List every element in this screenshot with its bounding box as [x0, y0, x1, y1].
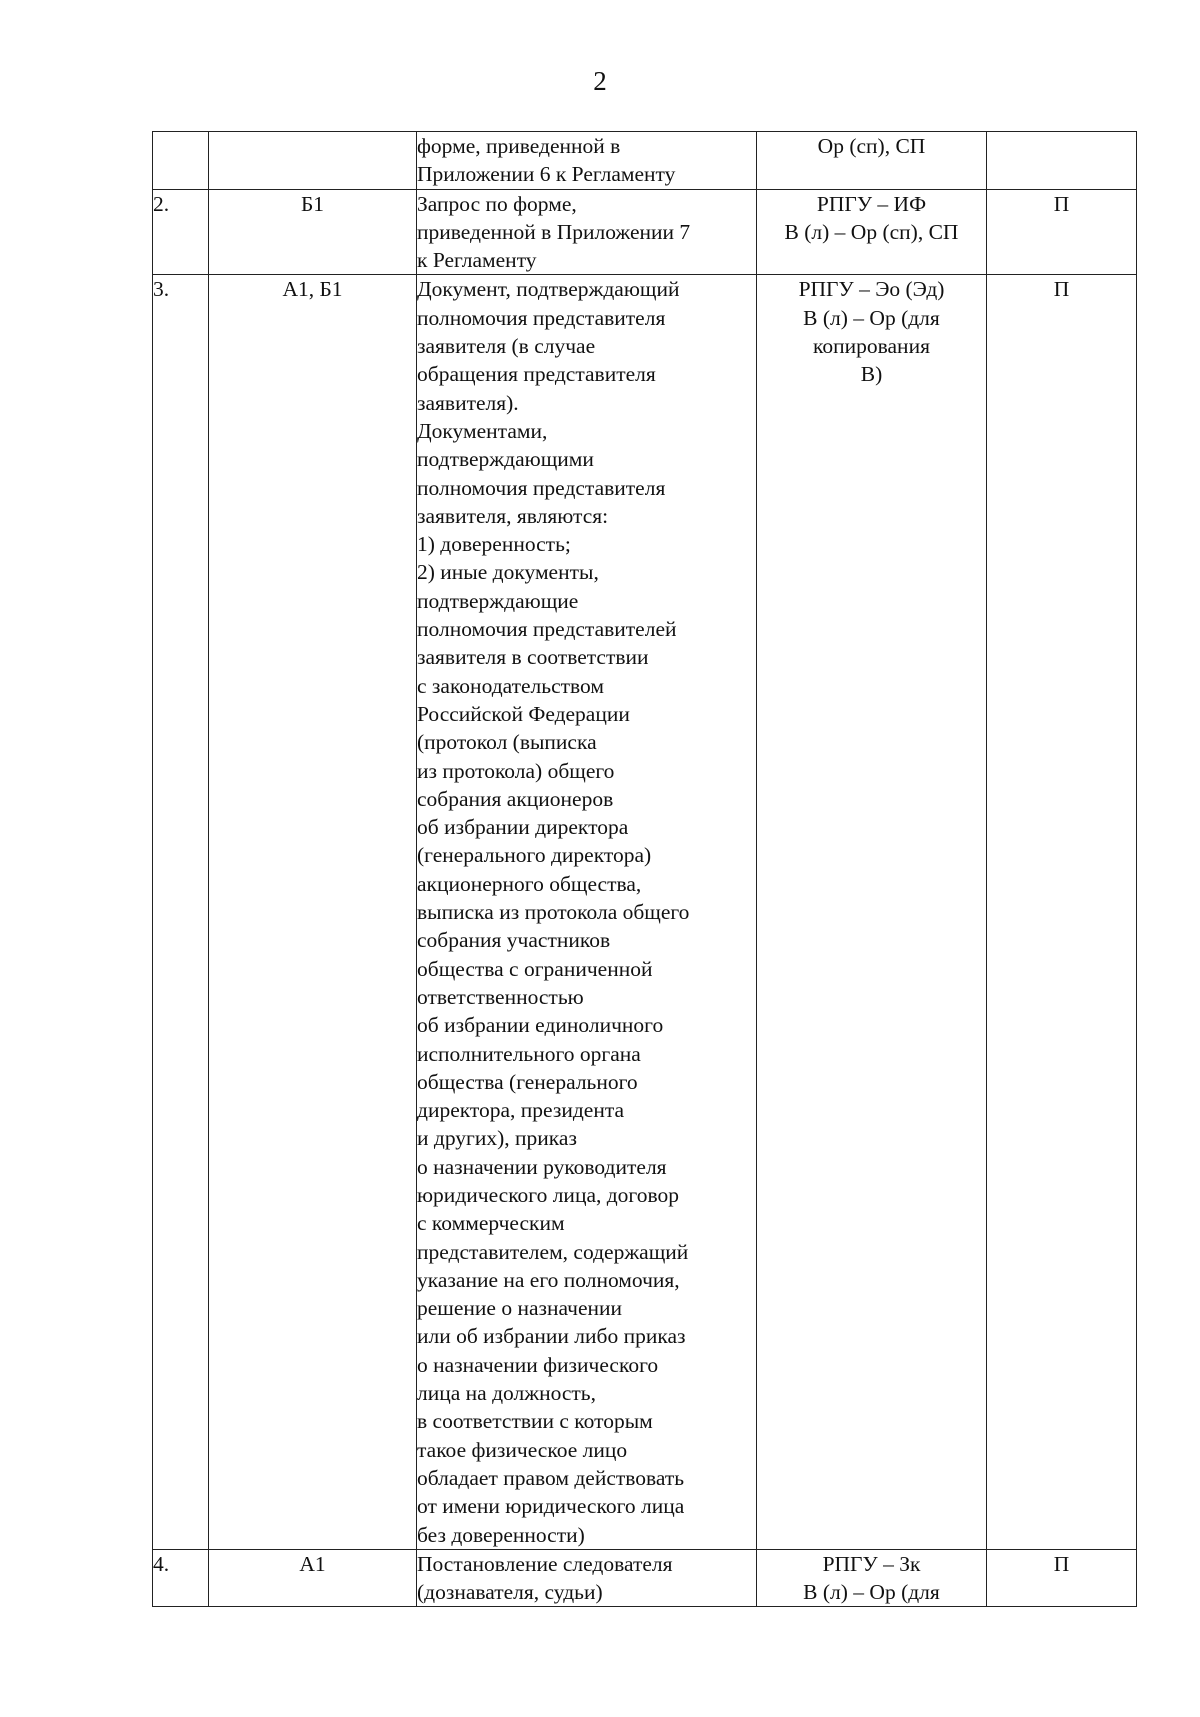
cell-text-line: Запрос по форме, [417, 191, 577, 216]
cell-text-line: и других), приказ [417, 1126, 577, 1151]
applicant-code-cell: Б1 [209, 189, 417, 275]
cell-text-line: об избрании директора [417, 815, 629, 840]
cell-text-line: обращения представителя [417, 362, 656, 387]
cell-text-line: из протокола) общего [417, 758, 615, 783]
cell-text-line: полномочия представителя [417, 475, 666, 500]
row-number-cell: 4. [153, 1549, 209, 1607]
cell-text-line: указание на его полномочия, [417, 1267, 680, 1292]
cell-text-line: РПГУ – Зк [822, 1551, 921, 1576]
table-row [153, 132, 1137, 190]
cell-text-line: форме, приведенной в [417, 134, 621, 158]
table-row [153, 1549, 1137, 1607]
cell-text-line: приведенной в Приложении 7 [417, 219, 691, 244]
cell-text-line: такое физическое лицо [417, 1437, 628, 1462]
cell-text-line: подтверждающие [417, 588, 579, 613]
document-description-cell [417, 275, 757, 1549]
mark-cell [987, 132, 1137, 190]
cell-text-line: Приложении 6 к Регламенту [417, 162, 676, 187]
cell-text-line: В (л) – Ор (для [803, 1580, 940, 1605]
row-number-cell: 3. [153, 275, 209, 1549]
cell-text-line: В) [860, 362, 883, 387]
cell-text-line: лица на должность, [417, 1381, 596, 1406]
cell-text-line: в соответствии с которым [417, 1409, 653, 1434]
cell-text-line: собрания участников [417, 928, 611, 953]
submission-form-cell [757, 275, 987, 1549]
cell-text-line: без доверенности) [417, 1522, 585, 1547]
cell-text-line: ответственностью [417, 984, 584, 1009]
table-row [153, 275, 1137, 1549]
cell-text-line: РПГУ – ИФ [816, 191, 927, 216]
cell-text-line: В (л) – Ор (для [803, 305, 940, 330]
cell-text-line: директора, президента [417, 1098, 625, 1123]
applicant-code-cell: А1 [209, 1549, 417, 1607]
cell-text-line: полномочия представителя [417, 305, 666, 330]
cell-text-line: юридического лица, договор [417, 1182, 679, 1207]
cell-text-line: от имени юридического лица [417, 1494, 685, 1519]
row-number-cell [153, 132, 209, 190]
cell-text-line: акционерного общества, [417, 871, 642, 896]
cell-text-line: РПГУ – Эо (Эд) [798, 277, 945, 302]
cell-text-line: к Регламенту [417, 248, 537, 273]
cell-text-line: Постановление следователя [417, 1551, 673, 1576]
cell-text-line: выписка из протокола общего [417, 900, 690, 925]
cell-text-line: с законодательством [417, 673, 604, 698]
document-description-cell [417, 189, 757, 275]
cell-text-line: заявителя, являются: [417, 503, 609, 528]
cell-text-line: заявителя). [417, 390, 519, 415]
table-row [153, 189, 1137, 275]
mark-cell: П [987, 189, 1137, 275]
cell-text-line: (протокол (выписка [417, 730, 597, 755]
documents-table [152, 131, 1137, 1607]
cell-text-line: подтверждающими [417, 447, 594, 472]
cell-text-line: (генерального директора) [417, 843, 652, 868]
mark-cell: П [987, 275, 1137, 1549]
cell-text-line: решение о назначении [417, 1296, 623, 1321]
cell-text-line: о назначении руководителя [417, 1154, 667, 1179]
submission-form-cell [757, 132, 987, 190]
applicant-code-cell [209, 132, 417, 190]
cell-text-line: копирования [813, 334, 930, 359]
document-description-cell [417, 132, 757, 190]
row-number-cell: 2. [153, 189, 209, 275]
cell-text-line: заявителя (в случае [417, 334, 596, 359]
cell-text-line: собрания акционеров [417, 786, 614, 811]
cell-text-line: с коммерческим [417, 1211, 565, 1236]
cell-text-line: общества (генерального [417, 1069, 638, 1094]
submission-form-cell [757, 1549, 987, 1607]
cell-text-line: общества с ограниченной [417, 956, 653, 981]
cell-text-line: (дознавателя, судьи) [417, 1580, 603, 1605]
cell-text-line: или об избрании либо приказ [417, 1324, 686, 1349]
cell-text-line: 1) доверенность; [417, 532, 571, 557]
cell-text-line: заявителя в соответствии [417, 645, 649, 670]
cell-text-line: Ор (сп), СП [817, 134, 926, 158]
cell-text-line: 2) иные документы, [417, 560, 599, 585]
page-number: 2 [593, 66, 607, 96]
cell-text-line: Российской Федерации [417, 701, 630, 726]
applicant-code-cell: А1, Б1 [209, 275, 417, 1549]
cell-text-line: Документами, [417, 418, 548, 443]
cell-text-line: об избрании единоличного [417, 1013, 664, 1038]
cell-text-line: обладает правом действовать [417, 1465, 685, 1490]
cell-text-line: В (л) – Ор (сп), СП [784, 219, 959, 244]
cell-text-line: представителем, содержащий [417, 1239, 689, 1264]
mark-cell: П [987, 1549, 1137, 1607]
cell-text-line: полномочия представителей [417, 617, 677, 642]
cell-text-line: о назначении физического [417, 1352, 659, 1377]
cell-text-line: исполнительного органа [417, 1041, 641, 1066]
cell-text-line: Документ, подтверждающий [417, 277, 680, 302]
submission-form-cell [757, 189, 987, 275]
documents-table-body [153, 132, 1137, 1607]
document-description-cell [417, 1549, 757, 1607]
